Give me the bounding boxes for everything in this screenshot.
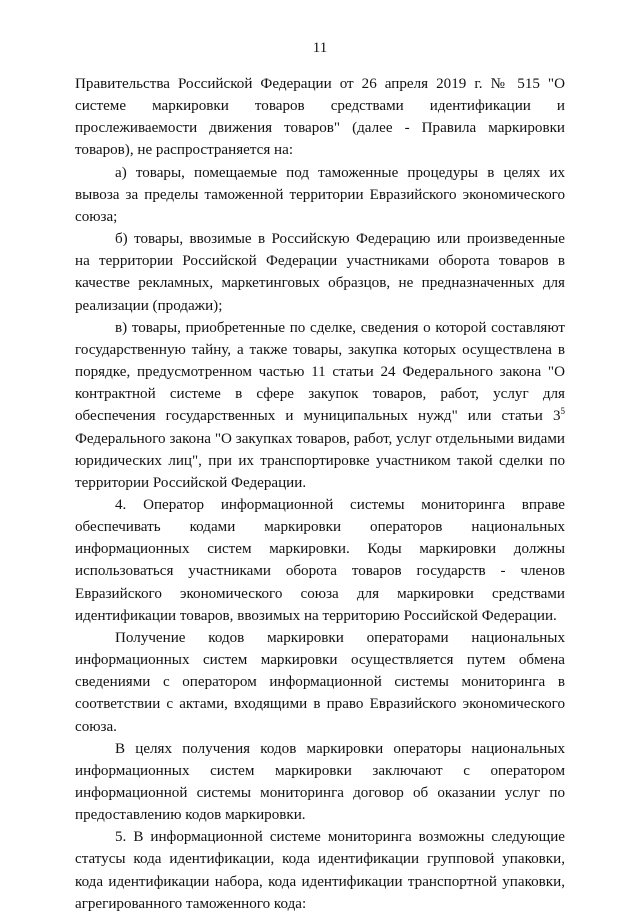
paragraph-obtaining-codes: Получение кодов маркировки операторами национальных информационных систем маркировки осуществляется путем обмена сведениями с оператором информационной системы мониторинга в соответствии с актами, входящими в право Евразийского экономического союза. — [75, 629, 565, 735]
article-superscript: 5 — [560, 406, 565, 417]
paragraph-service-contract: В целях получения кодов маркировки операторы национальных информационных систем маркировки заключают с оператором информационной системы мониторинга договор об оказании услуг по предоставлению кодов маркировки. — [75, 740, 565, 824]
document-body — [75, 73, 565, 915]
paragraph-item-b: б) товары, ввозимые в Российскую Федерацию или произведенные на территории Российской Федерации участниками оборота товаров в качестве рекламных, маркетинговых образцов, не предназначенных для реализации (продажи); — [75, 231, 565, 314]
paragraph-item-v-text: в) товары, приобретенные по сделке, сведения о которой составляют государственную тайну, а также товары, закупка которых осуществлена в порядке, предусмотренном частью 11 статьи 24 Федерального закона "О контрактной системе в сфере закупок товаров, работ, услуг для обеспечения государственных и муниципальных нужд" или статьи 3 — [75, 319, 565, 425]
paragraph-item-v — [75, 317, 565, 494]
page-number: 11 — [312, 40, 328, 56]
paragraph-item-a: а) товары, помещаемые под таможенные процедуры в целях их вывоза за пределы таможенной территории Евразийского экономического союза; — [75, 164, 565, 225]
paragraph-clause-4: 4. Оператор информационной системы мониторинга вправе обеспечивать кодами маркировки операторов национальных информационных систем маркировки. Коды маркировки должны использоваться участниками оборота товаров государств - членов Евразийского экономического союза для маркировки средствами идентификации товаров, ввозимых на территорию Российской Федерации. — [75, 496, 565, 624]
paragraph-clause-5: 5. В информационной системе мониторинга возможны следующие статусы кода идентификации, кода идентификации групповой упаковки, кода идентификации набора, кода идентификации транспортной упаковки, агрегированного таможенного кода: — [75, 829, 565, 912]
paragraph-item-v-text-cont: Федерального закона "О закупках товаров, работ, услуг отдельными видами юридических лиц", при их транспортировке участником такой сделки по территории Российской Федерации. — [75, 430, 565, 491]
paragraph-continuation: Правительства Российской Федерации от 26 апреля 2019 г. № 515 "О системе маркировки товаров средствами идентификации и прослеживаемости движения товаров" (далее - Правила маркировки товаров), не распространяется на: — [75, 76, 565, 159]
